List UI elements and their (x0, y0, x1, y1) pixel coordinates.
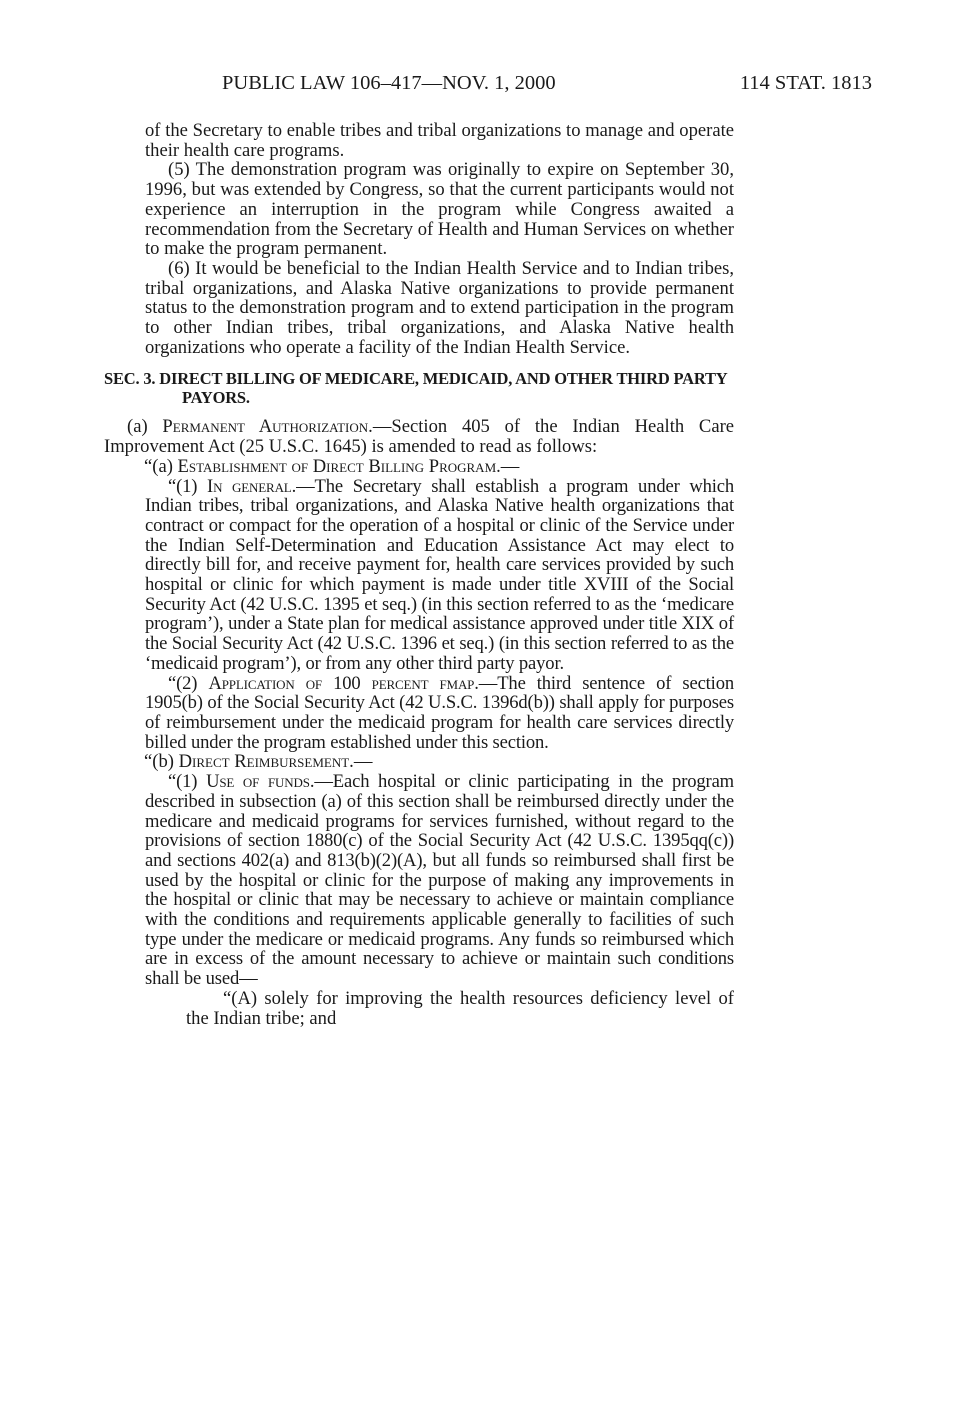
header-citation: PUBLIC LAW 106–417—NOV. 1, 2000 (222, 72, 556, 94)
paragraph-6: (6) It would be beneficial to the Indian Health Service and to Indian tribes, tribal organizations, and Alaska Native organizations to provide permanent status to the demonstration program and to extend participation in the program to other Indian tribes, tribal organizations, and Alaska Native health organizations who operate a facility of the Indian Health Service. (145, 257, 734, 358)
quoted-a2-prefix: “(2) (168, 672, 198, 694)
subsection-a (104, 417, 734, 456)
quoted-a1-text: —The Secretary shall establish a program under which Indian tribes, tribal organizations, and Alaska Native health organizations that contract or compact for the operation of a hospital or clinic of the Service under the Indian Self-Determination and Education Assistance Act may elect to directly bill for, and receive payment for, health care services provided by such hospital or clinic for which payment is made under title XVIII of the Social Security Act (42 U.S.C. 1395 et seq.) (in this section referred to as the ‘medicare program’), under a State plan for medical assistance approved under title XIX of the Social Security Act (42 U.S.C. 1396 et seq.) (in this section referred to as the ‘medicaid program’), or from any other third party payor. (145, 475, 735, 674)
section-heading (104, 369, 734, 407)
quoted-b1-prefix: “(1) (168, 771, 198, 793)
quoted-a1-prefix: “(1) (168, 475, 198, 497)
header-page-number: 114 STAT. 1813 (739, 72, 872, 94)
subsection-a-heading: Permanent Authorization. (162, 416, 373, 438)
subsection-a-label: (a) (127, 416, 148, 438)
subsection-a-text: —Section 405 of the Indian Health Care Improvement Act (25 U.S.C. 1645) is amended to read as follows: (104, 416, 735, 458)
section-title: DIRECT BILLING OF MEDICARE, MEDICAID, AND OTHER THIRD PARTY PAYORS. (159, 369, 727, 408)
quoted-subparagraph-b1A: “(A) solely for improving the health resources deficiency level of the Indian tribe; and (186, 987, 734, 1029)
body-text (104, 121, 734, 1028)
quoted-subsection-b (104, 752, 734, 772)
running-header (0, 68, 954, 98)
quoted-a-heading: Establishment of Direct Billing Program. (177, 455, 501, 477)
quoted-a2-heading: Application of 100 percent fmap. (208, 672, 479, 694)
quoted-paragraph-a1 (145, 477, 734, 674)
quoted-a1-heading: In general. (207, 475, 297, 497)
quoted-paragraph-a2 (145, 674, 734, 753)
quoted-b-prefix: “(b) (144, 751, 174, 773)
paragraph-5: (5) The demonstration program was originally to expire on September 30, 1996, but was extended by Congress, so that the current participants would not experience an interruption in the program while Congress awaited a recommendation from the Secretary of Health and Human Services on whether to make the program permanent. (145, 159, 734, 260)
quoted-b-suffix: — (353, 751, 373, 773)
quoted-a-suffix: — (500, 455, 520, 477)
continued-paragraph: of the Secretary to enable tribes and tribal organizations to manage and operate their health care programs. (145, 120, 734, 161)
quoted-b1-heading: Use of funds. (206, 771, 315, 793)
section-number: SEC. 3. (104, 369, 156, 389)
quoted-subsection-a (104, 457, 734, 477)
quoted-a-prefix: “(a) (144, 455, 173, 477)
quoted-b1-text: —Each hospital or clinic participating in the program described in subsection (a) of this section shall be reimbursed directly under the medicare and medicaid programs for services furnished, without regard to the provisions of section 1880(c) of the Social Security Act (42 U.S.C. 1395qq(c)) and sections 402(a) and 813(b)(2)(A), but all funds so reimbursed shall first be used by the hospital or clinic for the purpose of making any improvements in the hospital or clinic that may be necessary to achieve or maintain compliance with the conditions and requirements applicable generally to facilities of such type under the medicare or medicaid programs. Any funds so reimbursed which are in excess of the amount necessary to achieve or maintain such conditions shall be used— (145, 771, 734, 990)
quoted-b-heading: Direct Reimbursement. (178, 751, 354, 773)
quoted-paragraph-b1 (145, 772, 734, 989)
quoted-a2-text: —The third sentence of section 1905(b) of the Social Security Act (42 U.S.C. 1396d(b)) shall apply for purposes of reimbursement under the medicaid program for health care services directly billed under the program established under this section. (145, 672, 734, 753)
